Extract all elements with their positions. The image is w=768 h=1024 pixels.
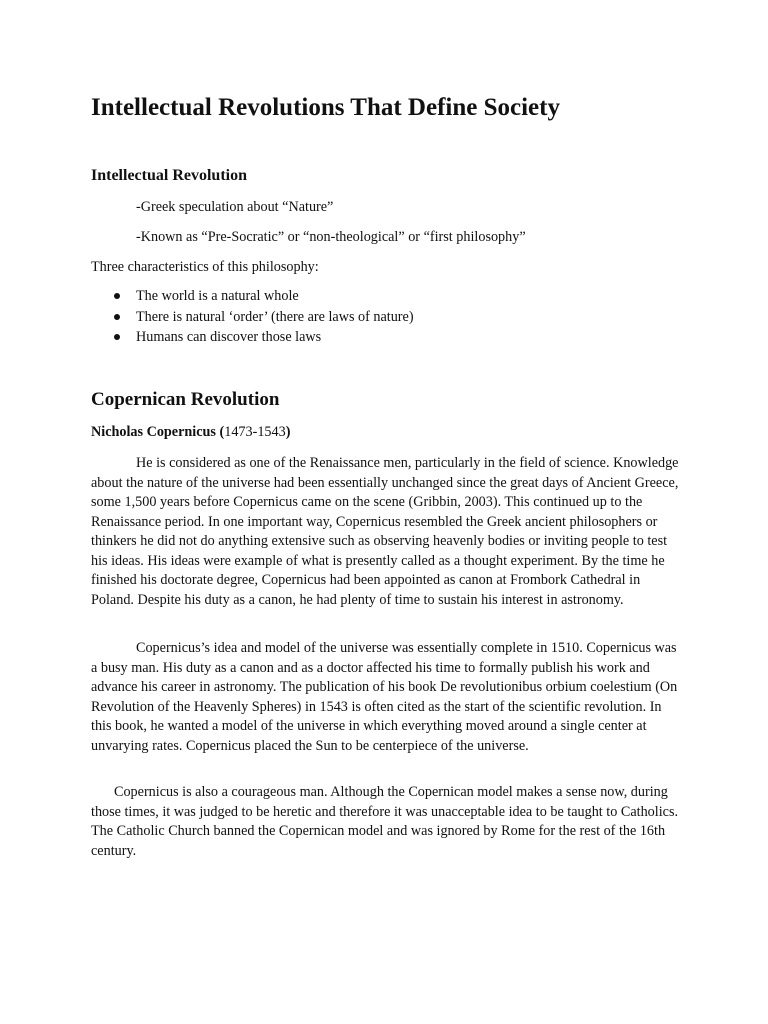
intellectual-line-2: -Known as “Pre-Socratic” or “non-theological” or “first philosophy” — [136, 229, 526, 245]
list-item: The world is a natural whole — [91, 287, 651, 308]
characteristics-list — [91, 287, 651, 349]
characteristics-intro: Three characteristics of this philosophy: — [91, 259, 319, 275]
intellectual-line-1: -Greek speculation about “Nature” — [136, 199, 334, 215]
list-item: There is natural ‘order’ (there are laws of nature) — [91, 308, 651, 329]
section-heading-intellectual-revolution: Intellectual Revolution — [91, 167, 247, 184]
list-item: Humans can discover those laws — [91, 328, 651, 349]
paragraph-2: Copernicus’s idea and model of the universe was essentially complete in 1510. Copernicus was a busy man. His duty as a canon and as a doctor affected his time to formally publish his work and advance his career in astronomy. The publication of his book De revolutionibus orbium coelestium (On Revolution of the Heavenly Spheres) in 1543 is often cited as the start of the scientific revolution. In this book, he wanted a model of the universe in which everything moved around a single center at unvarying rates. Copernicus placed the Sun to be centerpiece of the universe. — [91, 640, 678, 754]
document-title: Intellectual Revolutions That Define Society — [91, 94, 560, 121]
section-heading-copernican-revolution: Copernican Revolution — [91, 389, 280, 410]
author-line — [91, 424, 290, 441]
author-years: 1473-1543 — [224, 424, 286, 440]
author-name: Nicholas Copernicus ( — [91, 424, 225, 440]
paragraph-1: He is considered as one of the Renaissance men, particularly in the field of science. Knowledge about the nature of the universe had been essentially unchanged since the great days of Ancient Greece, some 1,500 years before Copernicus came on the scene (Gribbin, 2003). This continued up to the Renaissance period. In one important way, Copernicus resembled the Greek ancient philosophers or thinkers he did not do anything extensive such as observing heavenly bodies or inviting people to test his ideas. His ideas were example of what is presently called as a thought experiment. By the time he finished his doctorate degree, Copernicus had been appointed as canon at Frombork Cathedral in Poland. Despite his duty as a canon, he had plenty of time to sustain his interest in astronomy. — [91, 455, 679, 608]
paragraph-3: Copernicus is also a courageous man. Although the Copernican model makes a sense now, during those times, it was judged to be heretic and therefore it was unacceptable idea to be taught to Catholics. The Catholic Church banned the Copernican model and was ignored by Rome for the rest of the 16th century. — [91, 784, 679, 859]
author-close: ) — [285, 424, 291, 440]
